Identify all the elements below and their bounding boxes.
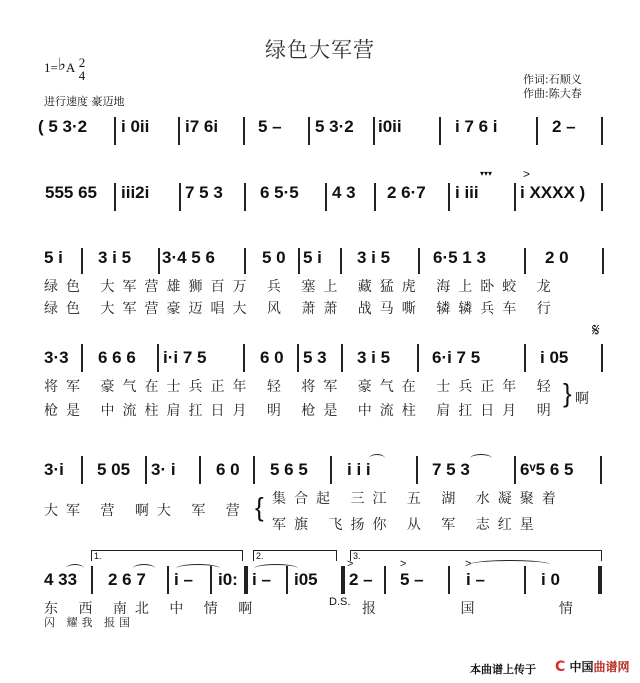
measure: i0: bbox=[218, 570, 238, 589]
time-bottom: 4 bbox=[78, 68, 86, 83]
measure: 5 i bbox=[303, 248, 322, 267]
barline bbox=[244, 183, 246, 211]
lyrics-verse-1: 东 西 南北 中 情 啊 bbox=[44, 601, 261, 617]
score-row-5 bbox=[0, 460, 640, 533]
measure: 6 0 bbox=[260, 348, 284, 367]
site-logo[interactable] bbox=[555, 658, 630, 675]
segno-icon: 𝄋 bbox=[592, 320, 600, 340]
barline bbox=[524, 344, 526, 372]
slur bbox=[176, 564, 220, 573]
flat-icon: ♭ bbox=[57, 54, 66, 74]
barline bbox=[330, 456, 332, 484]
barline bbox=[601, 117, 603, 145]
measure: i 05 bbox=[540, 348, 569, 367]
tempo-marking: 进行速度 豪迈地 bbox=[44, 95, 125, 108]
score-row-6 bbox=[0, 551, 640, 629]
lyrics-line: 大军 营 啊大 军 营 bbox=[44, 503, 248, 519]
barline bbox=[158, 248, 160, 274]
barline bbox=[374, 183, 376, 211]
barline bbox=[244, 248, 246, 274]
barline bbox=[417, 344, 419, 372]
barline bbox=[81, 344, 83, 372]
barline bbox=[418, 248, 420, 274]
key-signature bbox=[44, 56, 85, 82]
lyrics-verse-2: 绿色 大军营豪迈唱大 风 萧萧 战马嘶 辚辚兵车 行 bbox=[44, 301, 559, 317]
barline bbox=[600, 456, 602, 484]
measure: i i i bbox=[347, 460, 371, 479]
measure: i05 bbox=[294, 570, 318, 589]
measure: 3 i 5 bbox=[357, 248, 391, 267]
accent-mark: > bbox=[347, 558, 354, 570]
barline bbox=[325, 183, 327, 211]
final-barline bbox=[598, 566, 602, 594]
measure: 6 5·5 bbox=[260, 183, 299, 202]
measure: 6 0 bbox=[216, 460, 240, 479]
lyrics-verse-2: 闪 耀我 报国 bbox=[44, 616, 134, 629]
time-top: 2 bbox=[78, 55, 86, 70]
measure: 5 3 bbox=[303, 348, 327, 367]
logo-icon: C bbox=[555, 659, 566, 675]
barline bbox=[114, 183, 116, 211]
accent-mark: > bbox=[400, 558, 407, 570]
measure: 6·i 7 5 bbox=[432, 348, 481, 367]
lyrics-coda: 报 国 情 bbox=[362, 601, 613, 617]
score-row-3 bbox=[0, 248, 640, 317]
measure: i0ii bbox=[378, 117, 402, 136]
lyrics-verse-2: 军旗 飞扬你 从 军 志红星 bbox=[272, 517, 542, 533]
barline bbox=[179, 183, 181, 211]
measure: 7 5 3 bbox=[185, 183, 223, 202]
measure: 2 6 7 bbox=[108, 570, 146, 589]
measure: i iii bbox=[455, 183, 479, 202]
measure: i 0ii bbox=[121, 117, 150, 136]
barline bbox=[602, 248, 604, 274]
barline bbox=[243, 344, 245, 372]
barline bbox=[81, 248, 83, 274]
barline bbox=[286, 566, 288, 594]
measure: 4 33 bbox=[44, 570, 78, 589]
measure: i 7 6 i bbox=[455, 117, 498, 136]
measure: 2 – bbox=[349, 570, 373, 589]
measure: 555 65 bbox=[45, 183, 97, 202]
barline bbox=[384, 566, 386, 594]
measure: 6 6 6 bbox=[98, 348, 136, 367]
lyrics-tail: 啊 bbox=[575, 391, 597, 407]
measure: 5 – bbox=[400, 570, 424, 589]
barline bbox=[514, 456, 516, 484]
measure: i – bbox=[252, 570, 271, 589]
barline bbox=[373, 117, 375, 145]
measure: 5 6 5 bbox=[270, 460, 308, 479]
barline bbox=[243, 117, 245, 145]
score-row-4 bbox=[0, 320, 640, 419]
measure: i7 6i bbox=[185, 117, 219, 136]
measure: iii2i bbox=[121, 183, 150, 202]
measure: 5 0 bbox=[262, 248, 286, 267]
brace: } bbox=[563, 378, 572, 408]
volta-1: 1. bbox=[91, 550, 243, 561]
accent-mark: > bbox=[523, 167, 531, 181]
slur bbox=[254, 564, 298, 573]
measure: 3·3 bbox=[44, 348, 69, 367]
barline bbox=[297, 344, 299, 372]
lyrics-verse-2: 枪是 中流柱肩扛日月 明 枪是 中流柱 肩扛日月 明 bbox=[44, 403, 559, 419]
barline bbox=[524, 248, 526, 274]
slur bbox=[133, 564, 155, 573]
barline bbox=[81, 456, 83, 484]
double-barline bbox=[341, 566, 345, 594]
measure: 2 0 bbox=[545, 248, 569, 267]
ds-marking: D.S. bbox=[329, 596, 351, 608]
barline bbox=[524, 566, 526, 594]
lyricist: 作词:石顺义 bbox=[523, 73, 582, 86]
lyrics-verse-1: 将军 豪气在士兵正年 轻 将军 豪气在 士兵正年 轻 bbox=[44, 379, 559, 395]
measure: 3·i bbox=[44, 460, 64, 479]
barline bbox=[114, 117, 116, 145]
barline bbox=[298, 248, 300, 274]
barline bbox=[199, 456, 201, 484]
barline bbox=[308, 117, 310, 145]
key-note: A bbox=[65, 59, 75, 75]
logo-text-b: 曲谱网 bbox=[593, 660, 630, 674]
measure: 5 3·2 bbox=[315, 117, 354, 136]
slur bbox=[470, 454, 492, 463]
barline bbox=[536, 117, 538, 145]
lyrics-verse-1: 集合起 三江 五 湖 水凝聚着 bbox=[272, 491, 564, 507]
slur bbox=[369, 454, 385, 463]
barline bbox=[601, 344, 603, 372]
barline bbox=[157, 344, 159, 372]
barline bbox=[416, 456, 418, 484]
measure: i – bbox=[466, 570, 485, 589]
measure: 6ᵛ5 6 5 bbox=[520, 460, 574, 479]
barline bbox=[145, 456, 147, 484]
measure: 3 i 5 bbox=[98, 248, 132, 267]
measure: ( 5 3·2 bbox=[38, 117, 88, 136]
staccato-marks: ▾▾▾ bbox=[480, 169, 493, 178]
measure: 4 3 bbox=[332, 183, 356, 202]
barline bbox=[514, 183, 516, 211]
measure: i – bbox=[174, 570, 193, 589]
measure: 5 – bbox=[258, 117, 282, 136]
repeat-barline bbox=[244, 566, 248, 594]
measure: 2 – bbox=[552, 117, 576, 136]
composer: 作曲:陈大春 bbox=[523, 87, 582, 100]
barline bbox=[178, 117, 180, 145]
measure: 3·4 5 6 bbox=[162, 248, 215, 267]
slur bbox=[66, 564, 84, 573]
song-title: 绿色大军营 bbox=[265, 38, 375, 62]
measure: 6·5 1 3 bbox=[433, 248, 486, 267]
barline bbox=[601, 183, 603, 211]
measure: 3· i bbox=[151, 460, 176, 479]
score-row-1 bbox=[0, 117, 640, 157]
barline bbox=[448, 566, 450, 594]
volta-3: 3. bbox=[350, 550, 602, 561]
barline bbox=[439, 117, 441, 145]
brace: { bbox=[255, 492, 264, 522]
barline bbox=[210, 566, 212, 594]
measure: i 0 bbox=[541, 570, 560, 589]
barline bbox=[448, 183, 450, 211]
barline bbox=[340, 248, 342, 274]
measure: i·i 7 5 bbox=[163, 348, 207, 367]
accent-mark: > bbox=[465, 558, 472, 570]
measure: i XXXX ) bbox=[520, 183, 586, 202]
barline bbox=[253, 456, 255, 484]
lyrics-verse-1: 绿色 大军营雄狮百万 兵 塞上 藏猛虎 海上卧蛟 龙 bbox=[44, 279, 559, 295]
time-signature bbox=[79, 56, 86, 82]
key-label: 1= bbox=[44, 59, 58, 75]
measure: 7 5 3 bbox=[432, 460, 470, 479]
logo-text-a: 中国 bbox=[569, 660, 594, 674]
barline bbox=[91, 566, 93, 594]
measure: 5 i bbox=[44, 248, 63, 267]
credits bbox=[523, 73, 582, 101]
barline bbox=[341, 344, 343, 372]
slur bbox=[470, 560, 550, 569]
measure: 3 i 5 bbox=[357, 348, 391, 367]
measure: 2 6·7 bbox=[387, 183, 426, 202]
barline bbox=[167, 566, 169, 594]
score-row-2 bbox=[0, 167, 640, 223]
measure: 5 05 bbox=[97, 460, 131, 479]
upload-note: 本曲谱上传于 bbox=[470, 663, 536, 676]
volta-2: 2. bbox=[253, 550, 337, 561]
